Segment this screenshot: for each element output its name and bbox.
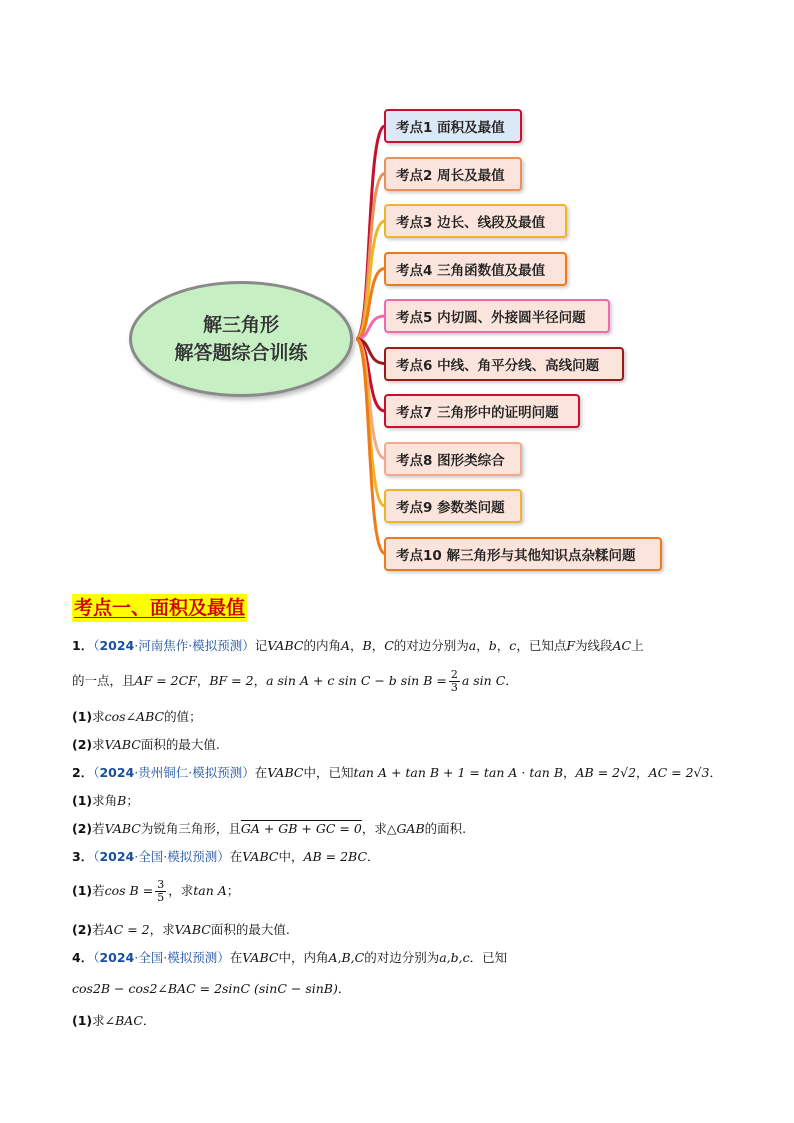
mind-map-topic-7: 考点7 三角形中的证明问题 — [384, 394, 580, 428]
q2-stem: 2．（2024·贵州铜仁·模拟预测）在VABC中，已知tan A + tan B + 1 = tan A · tan B，AB = 2√2，AC = 2√3． — [72, 765, 722, 780]
mind-map-topic-9: 考点9 参数类问题 — [384, 489, 522, 523]
mind-map-topic-5: 考点5 内切圆、外接圆半径问题 — [384, 299, 610, 333]
q1-number: 1． — [72, 638, 94, 653]
q1-fraction: $\frac{2}{3}$ — [450, 668, 458, 694]
q4-part1: (1)求∠BAC． — [72, 1013, 156, 1028]
q1-stem-line1: 1．（2024·河南焦作·模拟预测）记VABC的内角A，B，C的对边分别为a，b，c，已知点F为线段AC上 — [72, 638, 644, 653]
q3-source: （2024·全国·模拟预测） — [93, 849, 230, 864]
q2-part2: (2)若VABC为锐角三角形，且GA + GB + GC = 0，求△GAB的面积. — [72, 821, 467, 836]
mind-map-topic-6: 考点6 中线、角平分线、高线问题 — [384, 347, 624, 381]
q1-part1: (1)求cos∠ABC的值； — [72, 709, 202, 724]
mind-map-topic-1: 考点1 面积及最值 — [384, 109, 522, 143]
mind-map-topic-8: 考点8 图形类综合 — [384, 442, 522, 476]
q3-part2: (2)若AC = 2，求VABC面积的最大值. — [72, 922, 290, 937]
mind-map-center-topic — [129, 281, 353, 397]
center-title-line2: 解答题综合训练 — [174, 342, 308, 364]
q3-fraction: $\frac{3}{5}$ — [157, 878, 165, 904]
q1-stem-line2: 的一点，且AF = 2CF，BF = 2，a sin A + c sin C − b sin B = $\frac{2}{3}$ a sin C． — [72, 668, 518, 694]
q4-source: （2024·全国·模拟预测） — [93, 950, 230, 965]
section-title: 考点一、面积及最值 — [72, 594, 247, 622]
q4-equation: cos2B − cos2∠BAC = 2sinC (sinC − sinB)． — [72, 981, 351, 996]
mind-map-topic-4: 考点4 三角函数值及最值 — [384, 252, 567, 286]
mind-map-topic-10: 考点10 解三角形与其他知识点杂糅问题 — [384, 537, 662, 571]
q2-part1: (1)求角B； — [72, 793, 139, 808]
q4-stem: 4．（2024·全国·模拟预测）在VABC中，内角A,B,C的对边分别为a,b,c．已知 — [72, 950, 508, 965]
q2-source: （2024·贵州铜仁·模拟预测） — [93, 765, 255, 780]
q2-number: 2． — [72, 765, 94, 780]
q3-number: 3． — [72, 849, 94, 864]
q3-stem: 3．（2024·全国·模拟预测）在VABC中，AB = 2BC． — [72, 849, 380, 864]
branch-connector-10 — [356, 339, 385, 554]
center-title-line1: 解三角形 — [202, 314, 279, 336]
q4-number: 4． — [72, 950, 94, 965]
q1-part2: (2)求VABC面积的最大值. — [72, 737, 220, 752]
mind-map-topic-2: 考点2 周长及最值 — [384, 157, 522, 191]
mind-map-topic-3: 考点3 边长、线段及最值 — [384, 204, 567, 238]
q3-part1: (1)若cos B = $\frac{3}{5}$ ，求tan A； — [72, 878, 240, 904]
q1-source: （2024·河南焦作·模拟预测） — [93, 638, 255, 653]
